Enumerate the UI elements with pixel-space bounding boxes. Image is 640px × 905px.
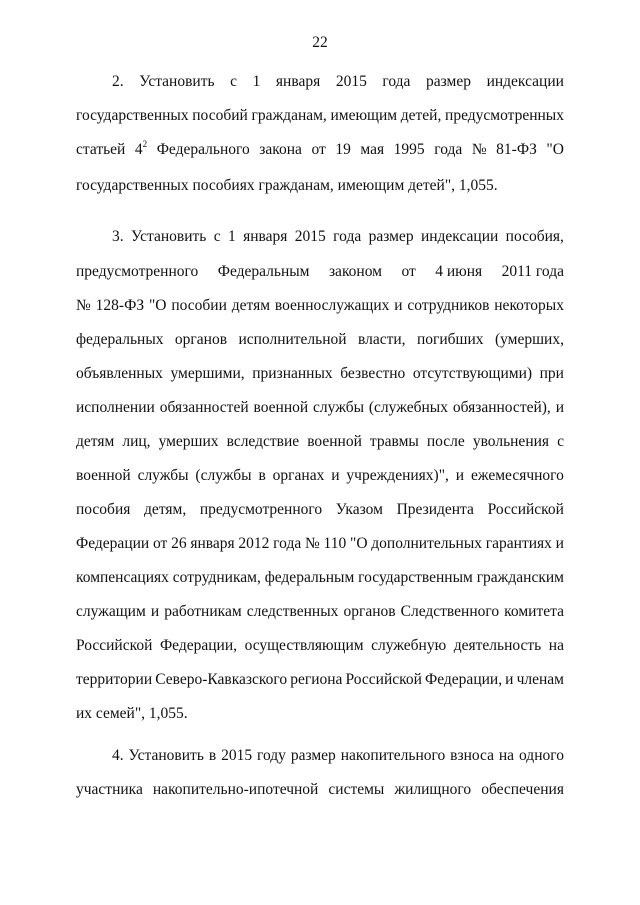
word: 2015: [335, 73, 367, 90]
word: с: [213, 228, 221, 245]
word: 2.: [112, 73, 124, 90]
word: Федерального: [156, 141, 250, 158]
word: имеющим: [330, 107, 398, 124]
word: №: [471, 141, 487, 158]
paragraph-3-line: [76, 262, 564, 282]
word: объявленных: [76, 365, 163, 382]
word: на: [548, 637, 564, 654]
word: работникам: [164, 603, 242, 620]
word: Российской: [487, 501, 564, 518]
paragraph-2-line: [76, 106, 564, 126]
word: взноса: [450, 747, 494, 764]
word: деятельность: [453, 637, 542, 654]
word: предусмотренного: [199, 501, 323, 518]
word: в: [258, 467, 266, 484]
paragraph-3-line: [76, 636, 564, 656]
word: "О: [546, 141, 564, 158]
paragraph-3-line: [112, 227, 564, 247]
word: 4 июня: [435, 263, 483, 280]
word: и: [455, 467, 465, 484]
word: служебную: [371, 637, 447, 654]
word: 4.: [112, 747, 124, 764]
word: лиц,: [122, 433, 151, 450]
word: Установить: [139, 73, 215, 90]
word: обеспечения: [481, 781, 564, 798]
word: региона: [290, 671, 343, 688]
word: и: [505, 671, 514, 688]
word: вследствие: [226, 433, 300, 450]
word: с: [230, 73, 238, 90]
paragraph-2-line: [76, 140, 564, 160]
word: пособии: [171, 297, 227, 314]
word: предусмотренных: [445, 107, 564, 124]
word: января: [275, 73, 321, 90]
word: дополнительных: [371, 535, 483, 552]
word: ежемесячного: [470, 467, 564, 484]
word: детям: [76, 433, 115, 450]
word: службы: [313, 399, 365, 416]
word: Федерации,: [159, 637, 238, 654]
word: умершими,: [170, 365, 245, 382]
paragraph-3-line: [76, 330, 564, 350]
word: 19: [335, 141, 351, 158]
word: (умерших,: [494, 331, 564, 348]
word: "О: [148, 297, 167, 314]
word: обязанностей),: [452, 399, 551, 416]
word: военной: [307, 433, 362, 450]
word: индексации: [420, 228, 499, 245]
word: компенсациях: [76, 569, 169, 586]
paragraph-4-line: [76, 780, 564, 800]
paragraph-3-line: [76, 670, 564, 690]
word: органов: [343, 603, 396, 620]
paragraph-3-line: [76, 296, 564, 316]
word: исполнении: [76, 399, 155, 416]
word: территории: [76, 671, 153, 688]
word: 2011 года: [501, 263, 564, 280]
word: Федеральным: [217, 263, 310, 280]
word: Северо-Кавказского: [155, 671, 288, 688]
word: органов: [174, 331, 228, 348]
word: года: [382, 73, 411, 90]
word: накопительного: [340, 747, 446, 764]
word: предусмотренного: [76, 263, 199, 280]
word: Указом: [335, 501, 383, 518]
word: их семей", 1,055.: [76, 705, 188, 722]
word: пособия: [76, 501, 131, 518]
word: от: [401, 263, 416, 280]
word: года: [333, 228, 362, 245]
word: органах: [272, 467, 325, 484]
paragraph-3-line: [76, 398, 564, 418]
word: 26: [171, 535, 187, 552]
word: государственным: [358, 569, 473, 586]
word: и: [555, 535, 564, 552]
word: пособия,: [505, 228, 564, 245]
paragraph-2-line: [76, 176, 564, 196]
word: Федерации,: [425, 671, 503, 688]
word: №: [304, 535, 320, 552]
word: отсутствующими): [412, 365, 533, 382]
word: 1: [227, 228, 236, 245]
word: 1: [252, 73, 261, 90]
word: государственных пособиях гражданам, имеющим детей", 1,055.: [76, 177, 498, 194]
word: Президента: [396, 501, 474, 518]
word: мая: [360, 141, 385, 158]
word: от: [311, 141, 326, 158]
word: размер: [290, 747, 336, 764]
word: признанных: [252, 365, 333, 382]
word: при: [539, 365, 564, 382]
word: года: [273, 535, 302, 552]
word: федеральным: [264, 569, 355, 586]
word: исполнительной: [238, 331, 347, 348]
word: детям,: [144, 501, 187, 518]
word: (служебных: [368, 399, 448, 416]
paragraph-3-line: [76, 432, 564, 452]
word: некоторых: [494, 297, 564, 314]
word: размер: [426, 73, 471, 90]
word: Российской: [76, 637, 153, 654]
word: комитета: [504, 603, 564, 620]
word: Установить: [128, 747, 204, 764]
word: служащим: [76, 603, 146, 620]
word: "О: [350, 535, 368, 552]
word: военнослужащих: [274, 297, 390, 314]
word: статьей: [76, 141, 126, 158]
paragraph-3-line: [76, 534, 564, 554]
word: и: [555, 399, 564, 416]
word: и: [150, 603, 160, 620]
word: детей,: [400, 107, 442, 124]
word: участника: [76, 781, 143, 798]
paragraph-3-line: [76, 602, 564, 622]
word: гражданским: [476, 569, 564, 586]
word: от: [152, 535, 168, 552]
word: №: [76, 297, 91, 314]
word: сотрудникам,: [172, 569, 261, 586]
word: 110: [323, 535, 347, 552]
word: военной: [253, 399, 309, 416]
paragraph-3-line: [76, 568, 564, 588]
word: одного: [519, 747, 564, 764]
paragraph-4-line: [112, 746, 564, 766]
word: (службы: [195, 467, 252, 484]
word: года: [434, 141, 463, 158]
word: 1995: [393, 141, 425, 158]
word: января: [243, 228, 288, 245]
word: членам: [516, 671, 564, 688]
word: 81-ФЗ: [496, 141, 537, 158]
word: умерших: [158, 433, 219, 450]
word: Федерации: [76, 535, 150, 552]
page-number: 22: [312, 34, 328, 51]
word: обязанностей: [159, 399, 249, 416]
word: жилищного: [394, 781, 472, 798]
word: федеральных: [76, 331, 164, 348]
word: безвестно: [340, 365, 406, 382]
word: системы: [328, 781, 385, 798]
word: гарантиях: [485, 535, 552, 552]
word: Установить: [131, 228, 207, 245]
word: сотрудников: [407, 297, 490, 314]
word: законом: [328, 263, 382, 280]
word: в: [208, 747, 217, 764]
word: с: [557, 433, 564, 450]
word: гражданам,: [251, 107, 327, 124]
word: государственных: [76, 107, 189, 124]
word: и: [331, 467, 340, 484]
word: власти,: [357, 331, 406, 348]
word: увольнения: [472, 433, 550, 450]
paragraph-3-line: [76, 466, 564, 486]
word: $4^2$: [134, 139, 148, 158]
word: на: [498, 747, 515, 764]
word: травмы: [369, 433, 419, 450]
word: после: [426, 433, 465, 450]
word: и: [394, 297, 403, 314]
word: военной: [76, 467, 131, 484]
word: размер: [368, 228, 414, 245]
paragraph-3-line: [76, 500, 564, 520]
word: 2015: [221, 747, 253, 764]
word: учреждениях)",: [346, 467, 449, 484]
word: Российской: [345, 671, 422, 688]
word: погибших: [416, 331, 484, 348]
paragraph-2-line: [112, 72, 564, 92]
word: индексации: [486, 73, 564, 90]
word: января: [190, 535, 235, 552]
word: следственных: [246, 603, 339, 620]
word: Следственного: [400, 603, 500, 620]
word: пособий: [192, 107, 248, 124]
word: службы: [137, 467, 189, 484]
word: году: [256, 747, 286, 764]
paragraph-3-line: [76, 704, 564, 724]
word: закона: [259, 141, 302, 158]
word: детям: [231, 297, 271, 314]
word: 2012: [238, 535, 270, 552]
word: 3.: [112, 228, 124, 245]
paragraph-3-line: [76, 364, 564, 384]
word: 2015: [294, 228, 326, 245]
word: 128-ФЗ: [95, 297, 145, 314]
word: накопительно-ипотечной: [152, 781, 319, 798]
word: осуществляющим: [244, 637, 364, 654]
